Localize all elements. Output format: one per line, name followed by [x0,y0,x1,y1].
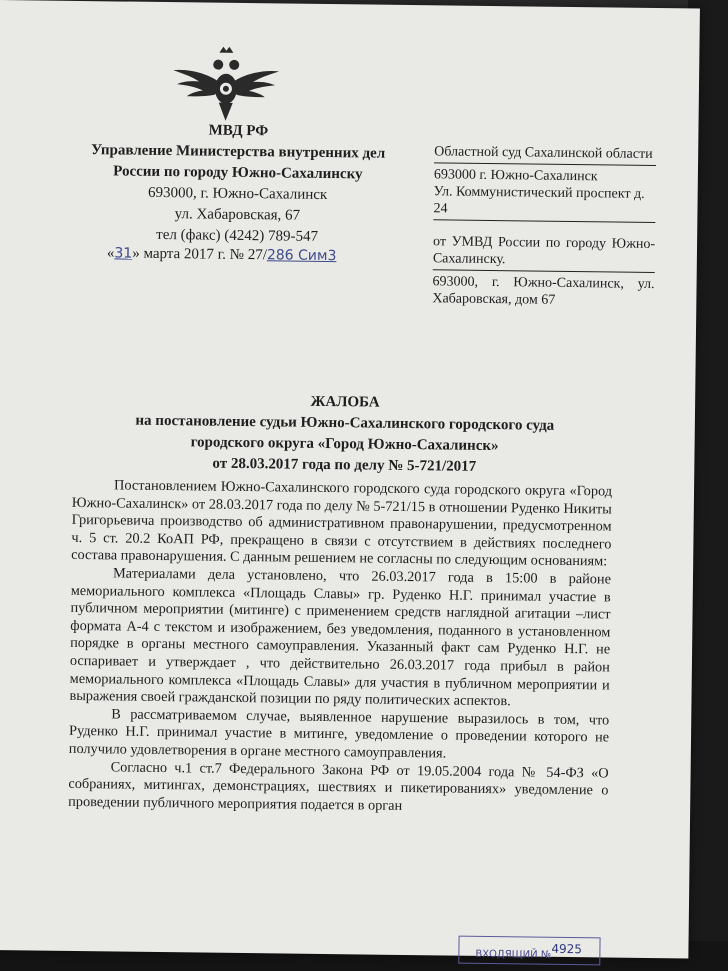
incoming-stamp-number: 4925 [551,941,583,957]
title-line-4: от 28.03.2017 года по делу № 5-721/2017 [212,455,477,475]
paragraph-4: Согласно ч.1 ст.7 Федерального Закона РФ от 19.05.2004 года № 54-ФЗ «О собраниях, митингах, демонстрациях, шествиях и пикетированиях» уведомление о проведении публичного мероприятия подается в орган [68,758,609,814]
sender-address-2: ул. Хабаровская, 67 [174,206,301,224]
title-line-2: на постановление судьи Южно-Сахалинского городского суда [135,412,555,434]
complaint-title [74,389,615,480]
title-line-1: ЖАЛОБА [310,393,380,411]
registration-number-handwritten: 286 Сим3 [266,247,337,265]
sender-phone: тел (факс) (4242) 789-547 [156,226,319,245]
date-prefix: « [106,245,115,262]
paragraph-2: Материалами дела установлено, что 26.03.2017 года в 15:00 в районе мемориального комплекса «Площадь Славы» гр. Руденко Н.Г. принимал участие в публичном мероприятии (митинге) с применением средств наглядной агитации –лист формата А-4 с текстом и изображением, без уведомления, поданного в установленном порядке в органы местного самоуправления. Указанный факт сам Руденко Н.Г. не оспаривает и утверждает , что действительно 26.03.2017 года прибыл в район мемориального комплекса «Площадь Славы» для участия в публичном мероприятии и выражения своей гражданской позиции по ряду политических аспектов. [69,565,612,710]
incoming-stamp-label: ВХОДЯЩИЙ № [475,948,552,961]
incoming-stamp [458,936,600,966]
sender-block [57,119,419,249]
complaint-body [68,477,612,818]
from-line: от УМВД России по городу Южно-Сахалинску. [433,233,655,273]
date-day-handwritten: 31 [114,245,133,262]
paragraph-3: В рассматриваемом случае, выявленное нарушение выразилось в том, что Руденко Н.Г. принимал участие в митинге, уведомление о проведении которого не получило удовлетворения в органе местного самоуправления. [68,706,610,762]
paragraph-1: Постановлением Южно-Сахалинского городского суда городского округа «Город Южно-Сахалинск» от 28.03.2017 года по делу № 5-721/15 в отношении Руденко Никиты Григорьевича производство об административном правонарушении, предусмотренном ч. 5 ст. 20.2 КоАП РФ, прекращено в связи с отсутствием в действиях последнего состава правонарушения. С данным решением не согласны по следующим основаниям: [71,477,613,570]
from-address: 693000, г. Южно-Сахалинск, ул. Хабаровская, дом 67 [432,274,655,308]
department-line-2: России по городу Южно-Сахалинску [113,163,363,183]
document-date [107,245,337,265]
double-headed-eagle-emblem-icon [171,44,282,123]
title-line-3: городского округа «Город Южно-Сахалинск» [190,434,499,455]
court-address-1: 693000 г. Южно-Сахалинск [433,167,598,185]
court-name: Областной суд Сахалинской области [434,143,656,166]
date-middle: » марта 2017 г. № 27/ [132,245,268,264]
sender-address-1: 693000, г. Южно-Сахалинск [147,184,328,204]
ministry-name: МВД РФ [208,122,269,140]
court-address-2: Ул. Коммунистический проспект д. 24 [433,183,655,223]
department-line-1: Управление Министерства внутренних дел [91,142,386,162]
addressee-block [432,143,656,310]
